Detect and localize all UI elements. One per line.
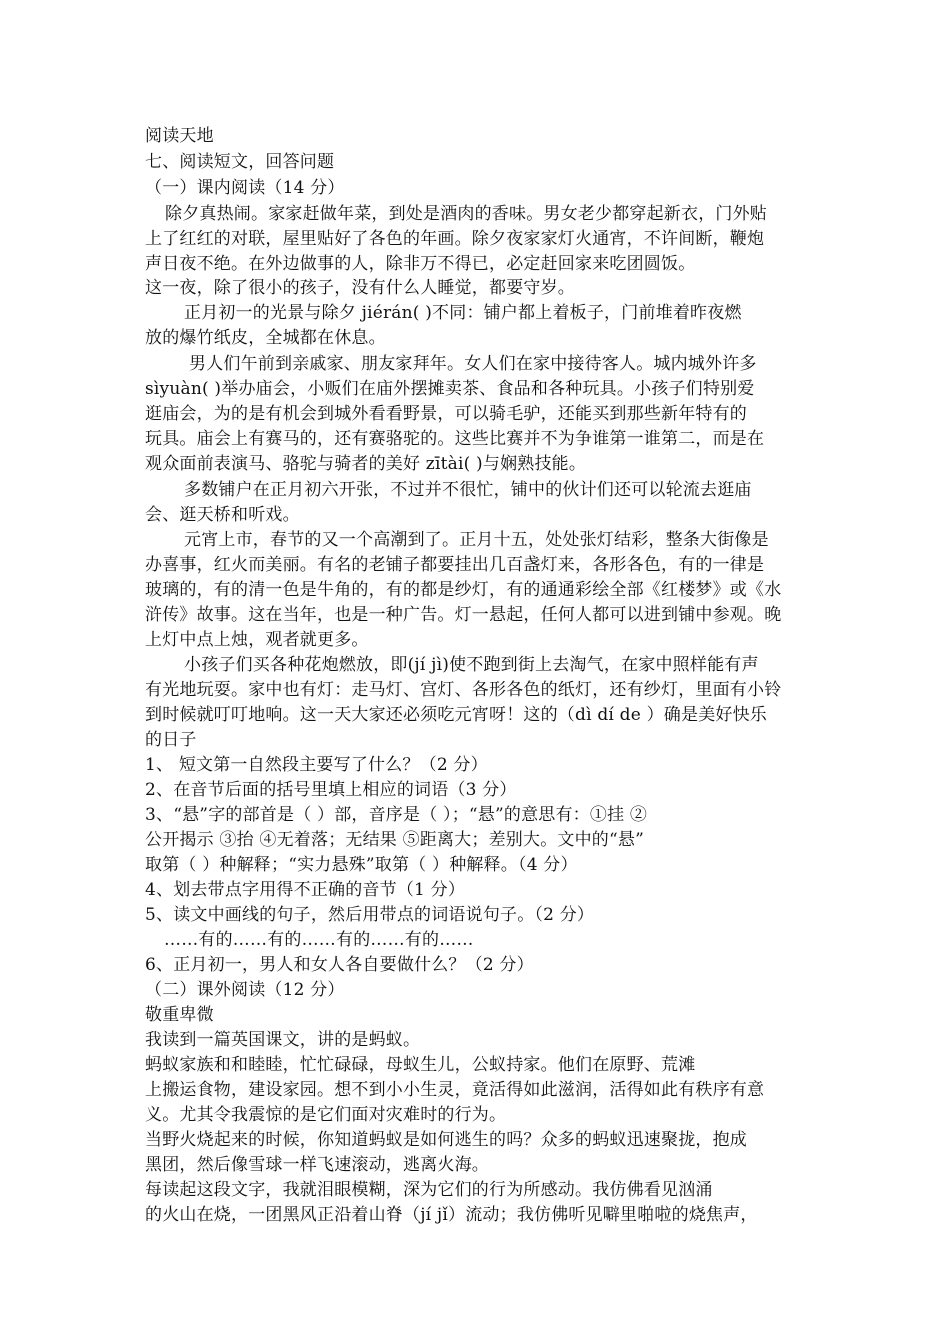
passage-line: 玩具。庙会上有赛马的，还有赛骆驼的。这些比赛并不为争谁第一谁第二，而是在 — [145, 429, 765, 449]
passage-line: 这一夜，除了很小的孩子，没有什么人睡觉，都要守岁。 — [145, 278, 575, 298]
part-two-heading: （二）课外阅读（12 分） — [145, 980, 345, 1000]
passage-line: 当野火烧起来的时候，你知道蚂蚁是如何逃生的吗？众多的蚂蚁迅速聚拢，抱成 — [145, 1130, 747, 1150]
passage-line: 蚂蚁家族和和睦睦，忙忙碌碌，母蚁生儿，公蚁持家。他们在原野、荒滩 — [145, 1055, 696, 1075]
question-item: 4、划去带点字用得不正确的音节（1 分） — [145, 880, 466, 900]
passage-line: 声日夜不绝。在外边做事的人，除非万不得已，必定赶回家来吃团圆饭。 — [145, 254, 696, 274]
passage-line: 逛庙会，为的是有机会到城外看看野景，可以骑毛驴，还能买到那些新年特有的 — [145, 404, 747, 424]
passage-line: 浒传》故事。这在当年，也是一种广告。灯一悬起，任何人都可以进到铺中参观。晚 — [145, 605, 782, 625]
passage-line: 正月初一的光景与除夕 jiérán( )不同：铺户都上着板子，门前堆着昨夜燃 — [184, 303, 742, 323]
question-item: 3、“悬”字的部首是（ ）部，音序是（ ）；“悬”的意思有：①挂 ② — [145, 805, 648, 825]
part-one-heading: （一）课内阅读（14 分） — [145, 178, 345, 198]
passage-line: 放的爆竹纸皮，全城都在休息。 — [145, 328, 386, 348]
passage-line: 到时候就叮叮地响。这一天大家还必须吃元宵呀！这的（dì dí de ）确是美好快乐 — [145, 705, 767, 725]
passage-line: 观众面前表演马、骆驼与骑者的美好 zītài( )与娴熟技能。 — [145, 454, 587, 474]
passage-line: 元宵上市，春节的又一个高潮到了。正月十五，处处张灯结彩，整条大街像是 — [184, 530, 769, 550]
question-item: 2、在音节后面的括号里填上相应的词语（3 分） — [145, 780, 517, 800]
passage-line: 义。尤其令我震惊的是它们面对灾难时的行为。 — [145, 1105, 507, 1125]
passage-line: 我读到一篇英国课文，讲的是蚂蚁。 — [145, 1030, 421, 1050]
passage-line: 每读起这段文字，我就泪眼模糊，深为它们的行为所感动。我仿佛看见汹涌 — [145, 1180, 713, 1200]
passage-line: 黑团，然后像雪球一样飞速滚动，逃离火海。 — [145, 1155, 489, 1175]
part-two-title: 敬重卑微 — [145, 1005, 214, 1025]
passage-line: 的日子 — [145, 730, 197, 750]
question-item: 6、正月初一，男人和女人各自要做什么？（2 分） — [145, 955, 534, 975]
passage-line: 办喜事，红火而美丽。有名的老铺子都要挂出几百盏灯来，各形各色，有的一律是 — [145, 555, 765, 575]
passage-line: 多数铺户在正月初六开张，不过并不很忙，铺中的伙计们还可以轮流去逛庙 — [184, 480, 752, 500]
passage-line: 的火山在烧，一团黑风正沿着山脊（jí jǐ）流动；我仿佛听见噼里啪啦的烧焦声， — [145, 1205, 758, 1225]
passage-line: 会、逛天桥和听戏。 — [145, 505, 300, 525]
question-item: 5、读文中画线的句子，然后用带点的词语说句子。（2 分） — [145, 905, 595, 925]
passage-line: 男人们午前到亲戚家、朋友家拜年。女人们在家中接待客人。城内城外许多 — [189, 354, 757, 374]
question-item: 公开揭示 ③抬 ④无着落；无结果 ⑤距离大；差别大。文中的“悬” — [145, 830, 644, 850]
passage-line: sìyuàn( )举办庙会，小贩们在庙外摆摊卖茶、食品和各种玩具。小孩子们特别爱 — [145, 379, 755, 399]
passage-line: 玻璃的，有的清一色是牛角的，有的都是纱灯，有的通通彩绘全部《红楼梦》或《水 — [145, 580, 782, 600]
passage-line: 有光地玩耍。家中也有灯：走马灯、宫灯、各形各色的纸灯，还有纱灯，里面有小铃 — [145, 680, 782, 700]
question-item: 1、 短文第一自然段主要写了什么？（2 分） — [145, 755, 488, 775]
passage-line: 除夕真热闹。家家赶做年菜，到处是酒肉的香味。男女老少都穿起新衣，门外贴 — [165, 204, 767, 224]
question-header: 七、阅读短文，回答问题 — [145, 152, 335, 172]
passage-line: 上搬运食物，建设家园。想不到小小生灵，竟活得如此滋润，活得如此有秩序有意 — [145, 1080, 765, 1100]
passage-line: 上了红红的对联，屋里贴好了各色的年画。除夕夜家家灯火通宵，不许间断，鞭炮 — [145, 229, 765, 249]
question-item: 取第（ ）种解释；“实力悬殊”取第（ ）种解释。（4 分） — [145, 855, 578, 875]
passage-line: 上灯中点上烛，观者就更多。 — [145, 630, 369, 650]
question-item: ……有的……有的……有的……有的…… — [164, 930, 474, 950]
section-title: 阅读天地 — [145, 126, 214, 146]
passage-line: 小孩子们买各种花炮燃放，即(jí jì)使不跑到街上去淘气，在家中照样能有声 — [184, 655, 759, 675]
